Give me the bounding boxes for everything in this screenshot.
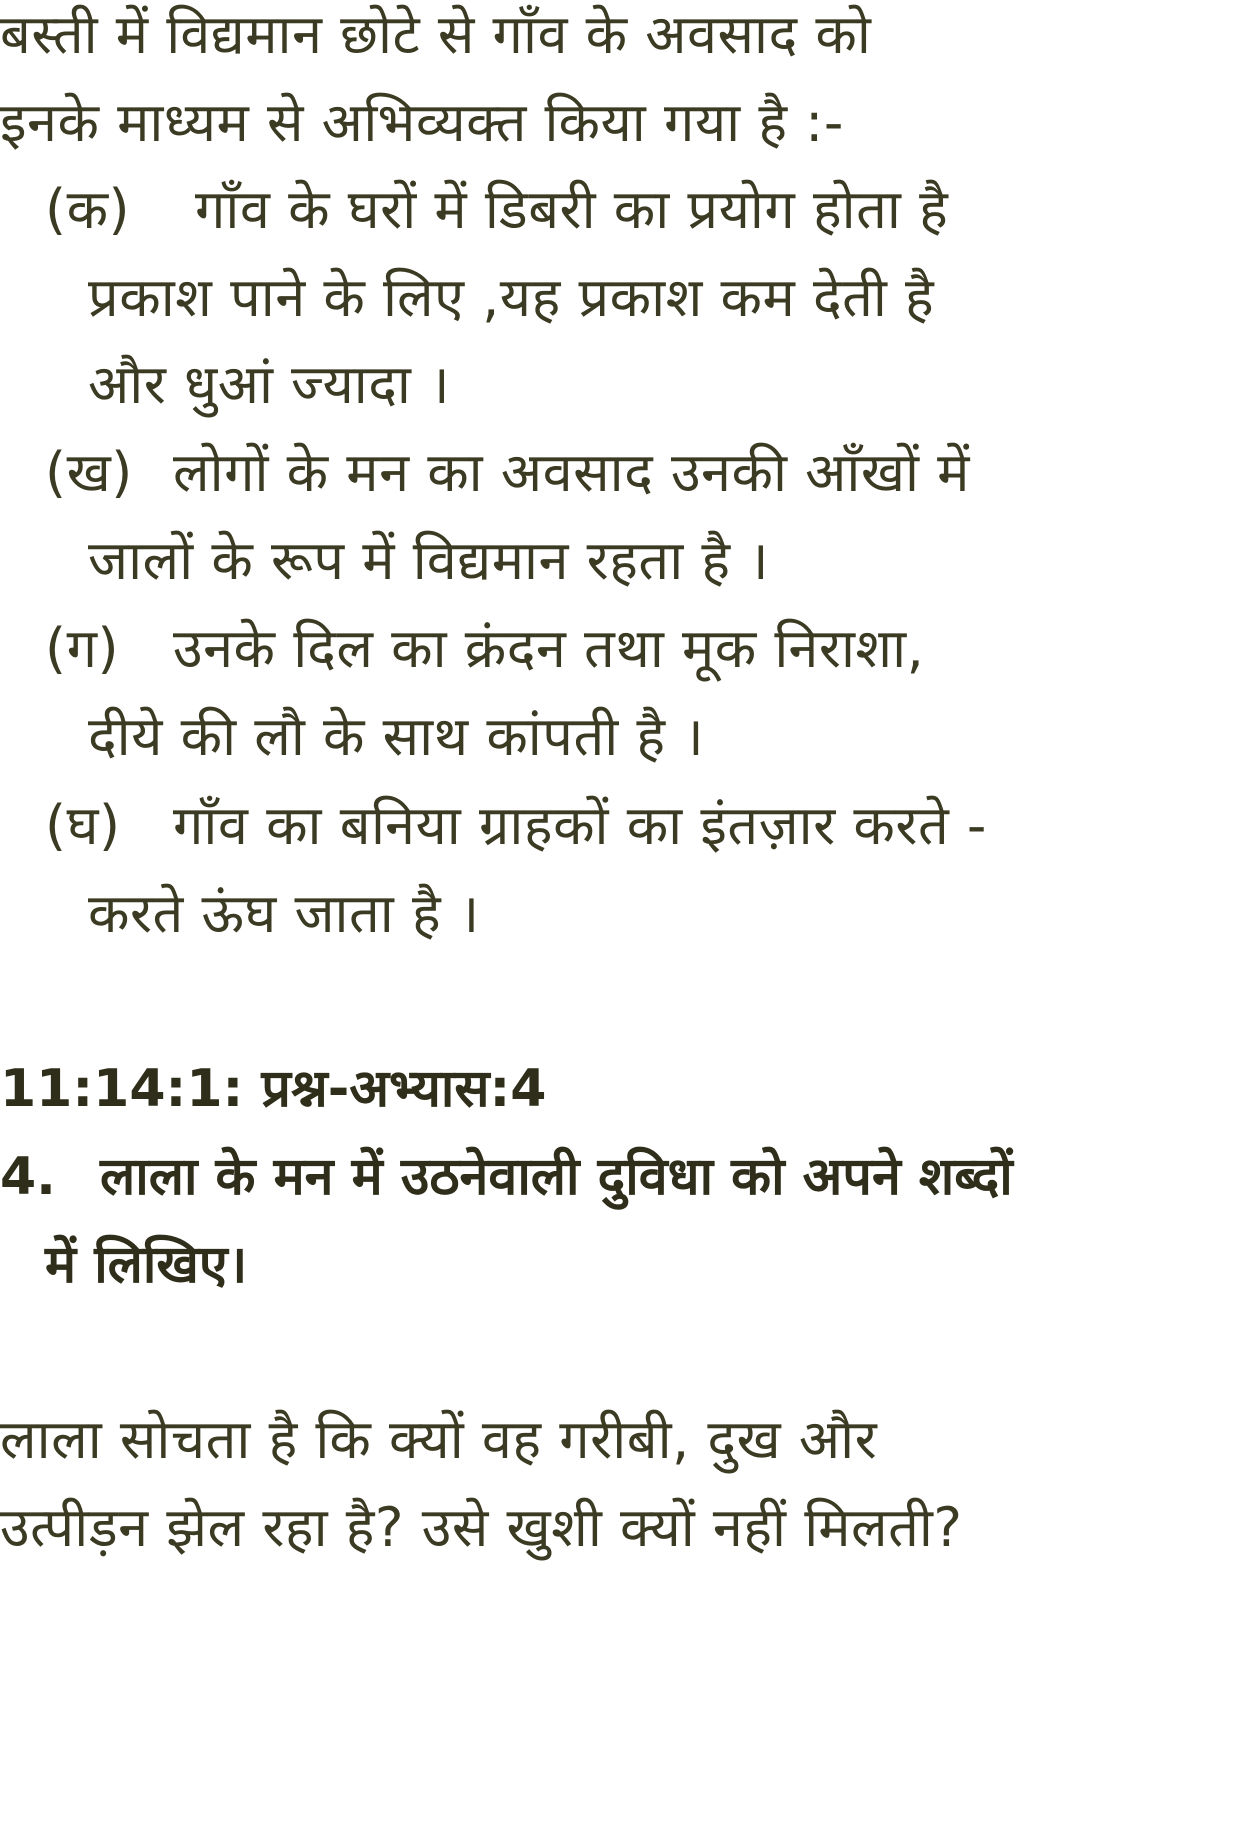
- question: [0, 1142, 1013, 1212]
- list-item-ka-line-2: प्रकाश पाने के लिए ,यह प्रकाश कम देती है: [88, 266, 935, 329]
- list-item-kha: [45, 438, 970, 508]
- list-item-label: (क): [45, 178, 131, 241]
- list-item-label: (ग): [45, 617, 120, 680]
- list-item-label: (घ): [45, 794, 121, 857]
- list-item-ga: [45, 614, 924, 684]
- intro-line-1: बस्ती में विद्यमान छोटे से गाँव के अवसाद को: [0, 3, 872, 66]
- list-item-gha: [45, 791, 987, 861]
- list-item-kha-line-2: जालों के रूप में विद्यमान रहता है ।: [88, 529, 770, 592]
- list-item-gha-line-2: करते ऊंघ जाता है ।: [88, 882, 480, 945]
- list-item-text: उनके दिल का क्रंदन तथा मूक निराशा,: [173, 617, 925, 680]
- answer-line-2: उत्पीड़न झेल रहा है? उसे खुशी क्यों नहीं मिलती?: [0, 1496, 963, 1559]
- intro-line-2: इनके माध्यम से अभिव्यक्त किया गया है :-: [0, 91, 844, 154]
- question-number: 4.: [0, 1147, 56, 1207]
- question-line-2: में लिखिए।: [45, 1235, 248, 1295]
- list-item-label: (ख): [45, 441, 133, 504]
- section-heading: 11:14:1: प्रश्न-अभ्यास:4: [0, 1059, 547, 1119]
- list-item-ga-line-2: दीये की लौ के साथ कांपती है ।: [88, 705, 705, 768]
- list-item-text: गाँव का बनिया ग्राहकों का इंतज़ार करते -: [173, 794, 987, 857]
- list-item-text: लोगों के मन का अवसाद उनकी आँखों में: [173, 441, 970, 504]
- question-text: लाला के मन में उठनेवाली दुविधा को अपने शब्दों: [100, 1147, 1013, 1207]
- list-item-ka-line-3: और धुआं ज्यादा ।: [88, 353, 451, 416]
- list-item-text: गाँव के घरों में डिबरी का प्रयोग होता है: [195, 178, 949, 241]
- answer-line-1: लाला सोचता है कि क्यों वह गरीबी, दुख और: [0, 1408, 878, 1471]
- list-item-ka: [45, 175, 948, 245]
